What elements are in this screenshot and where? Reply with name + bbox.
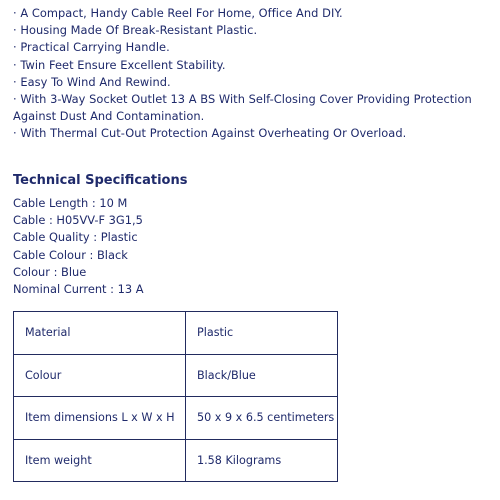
feature-item: · With Thermal Cut-Out Protection Against Overheating Or Overload. xyxy=(13,126,407,141)
table-row xyxy=(14,312,338,355)
feature-item: · Housing Made Of Break-Resistant Plastic. xyxy=(13,23,258,38)
table-row xyxy=(14,439,338,482)
feature-item: · Easy To Wind And Rewind. xyxy=(13,74,171,89)
feature-item: · A Compact, Handy Cable Reel For Home, Office And DIY. xyxy=(13,6,343,20)
table-label-cell: Material xyxy=(14,312,186,355)
table-label-cell: Item weight xyxy=(14,439,186,482)
feature-list xyxy=(13,5,497,143)
table-row xyxy=(14,354,338,397)
table-value-cell: Black/Blue xyxy=(186,354,338,397)
spec-line: Cable : H05VV-F 3G1,5 xyxy=(13,213,143,228)
feature-item: · Practical Carrying Handle. xyxy=(13,40,170,55)
spec-line: Cable Length : 10 M xyxy=(13,196,128,210)
product-details-table xyxy=(13,311,338,482)
spec-line: Cable Quality : Plastic xyxy=(13,230,138,245)
technical-specifications-list xyxy=(13,195,144,298)
spec-line: Nominal Current : 13 A xyxy=(13,282,144,297)
table-label-cell: Item dimensions L x W x H xyxy=(14,397,186,440)
spec-line: Colour : Blue xyxy=(13,264,87,279)
technical-specifications-heading: Technical Specifications xyxy=(13,173,188,188)
spec-line: Cable Colour : Black xyxy=(13,247,128,262)
feature-item: · With 3-Way Socket Outlet 13 A BS With Self-Closing Cover Providing Protection Against Dust And Contamination. xyxy=(13,92,472,124)
table-value-cell: 50 x 9 x 6.5 centimeters xyxy=(186,397,338,440)
table-row xyxy=(14,397,338,440)
table-label-cell: Colour xyxy=(14,354,186,397)
table-value-cell: Plastic xyxy=(186,312,338,355)
table-value-cell: 1.58 Kilograms xyxy=(186,439,338,482)
feature-item: · Twin Feet Ensure Excellent Stability. xyxy=(13,57,226,72)
